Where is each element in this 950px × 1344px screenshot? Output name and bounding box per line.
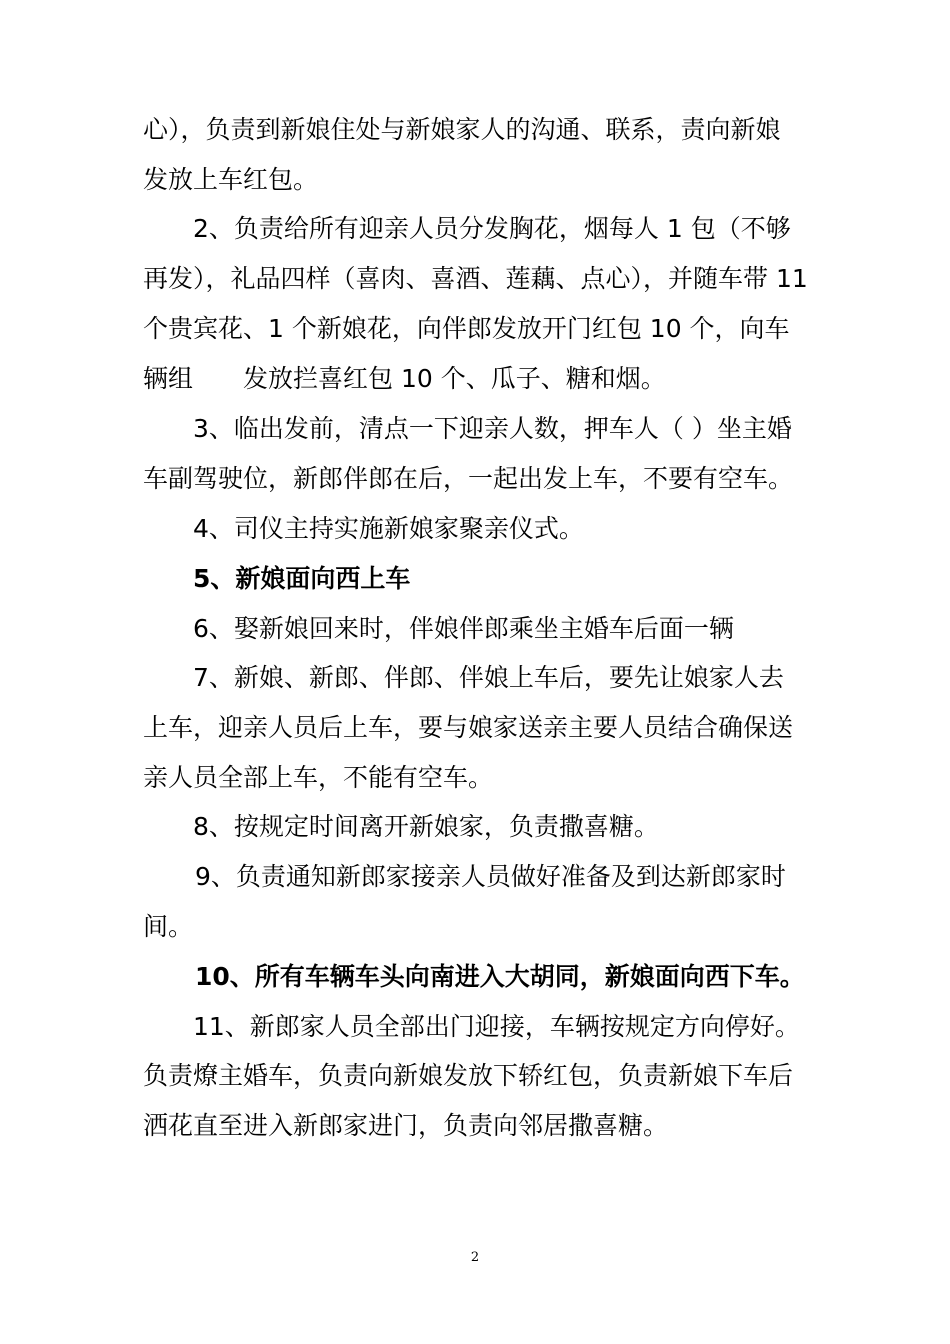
text-line-21: 洒花直至进入新郎家进门，负责向邻居撒喜糖。 [143, 1111, 669, 1140]
text-line-20: 负责燎主婚车，负责向新娘发放下轿红包，负责新娘下车后 [143, 1061, 794, 1090]
text-line-17: 间。 [143, 912, 194, 941]
text-line-11: 6、娶新娘回来时，伴娘伴郎乘坐主婚车后面一辆 [193, 614, 734, 643]
text-line-10: 5、新娘面向西上车 [193, 564, 411, 593]
text-line-12: 7、新娘、新郎、伴郎、伴娘上车后，要先让娘家人去 [193, 663, 784, 692]
text-line-19: 11、新郎家人员全部出门迎接，车辆按规定方向停好。 [193, 1012, 800, 1041]
page-number: 2 [470, 1250, 480, 1265]
text-line-13: 上车，迎亲人员后上车，要与娘家送亲主要人员结合确保送 [143, 713, 794, 742]
text-line-7: 3、临出发前，清点一下迎亲人数，押车人（ ）坐主婚 [193, 414, 792, 443]
text-line-3: 2、负责给所有迎亲人员分发胸花，烟每人 1 包（不够 [193, 214, 791, 243]
text-line-18: 10、所有车辆车头向南进入大胡同，新娘面向西下车。 [195, 962, 805, 991]
text-line-8: 车副驾驶位，新郎伴郎在后，一起出发上车，不要有空车。 [143, 464, 794, 493]
text-line-14: 亲人员全部上车，不能有空车。 [143, 763, 494, 792]
text-line-2: 发放上车红包。 [143, 165, 319, 194]
text-line-5: 个贵宾花、1 个新娘花，向伴郎发放开门红包 10 个，向车 [143, 314, 790, 343]
text-line-15: 8、按规定时间离开新娘家，负责撒喜糖。 [193, 812, 659, 841]
text-line-1: 心），负责到新娘住处与新娘家人的沟通、联系，责向新娘 [143, 115, 781, 144]
text-line-6: 辆组 发放拦喜红包 10 个、瓜子、糖和烟。 [143, 364, 666, 393]
text-line-16: 9、负责通知新郎家接亲人员做好准备及到达新郎家时 [195, 862, 786, 891]
text-line-4: 再发），礼品四样（喜肉、喜酒、莲藕、点心），并随车带 11 [143, 264, 808, 293]
text-line-9: 4、司仪主持实施新娘家聚亲仪式。 [193, 514, 584, 543]
